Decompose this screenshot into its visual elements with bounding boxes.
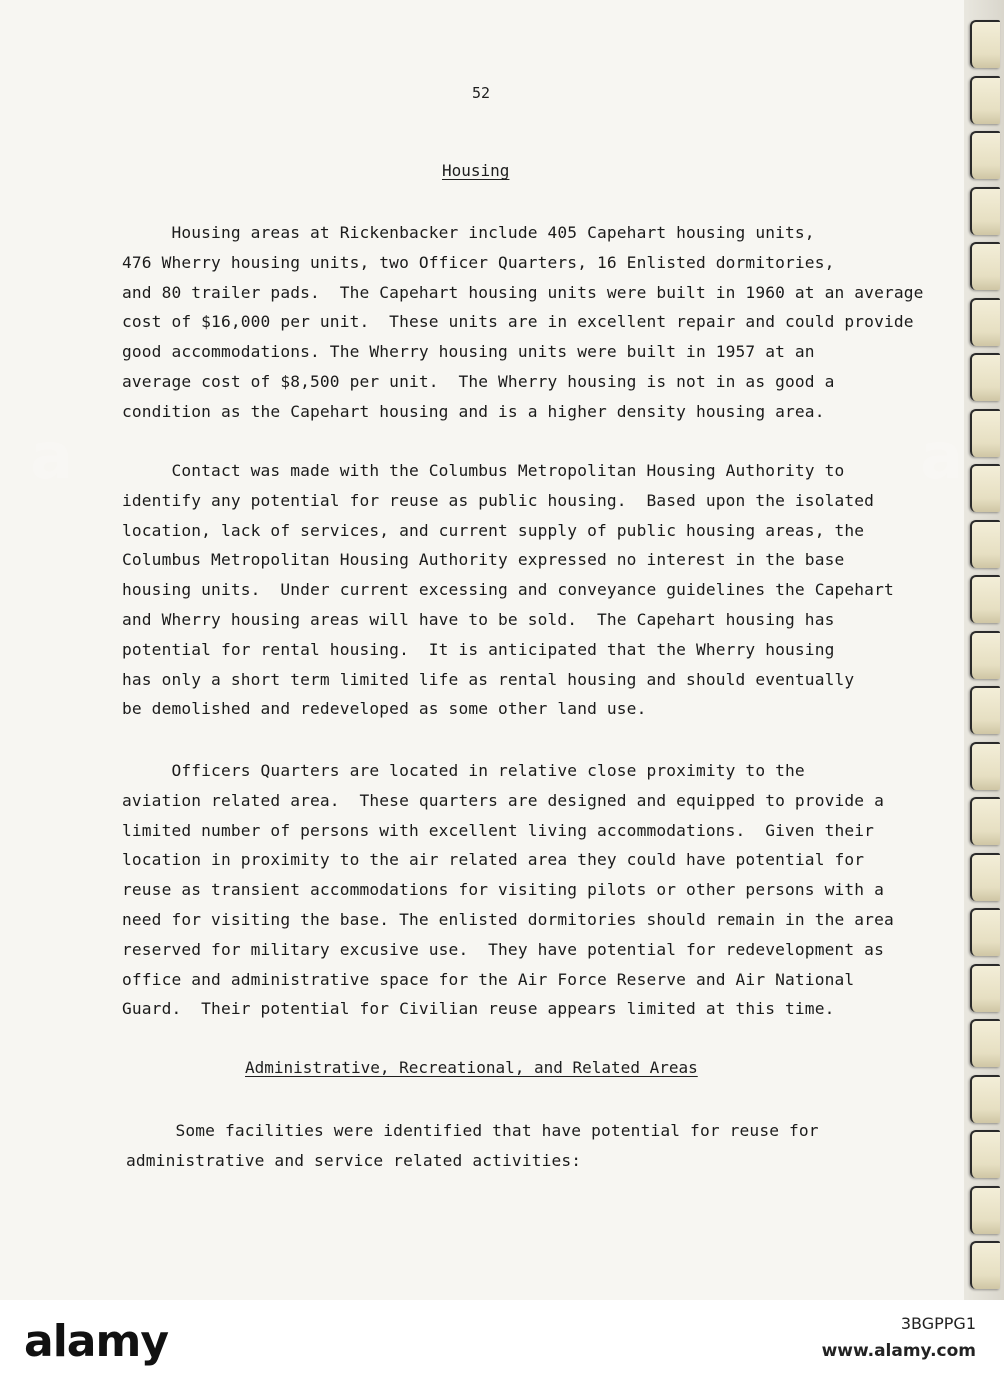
text-line: condition as the Capehart housing and is a higher density housing area. <box>122 401 825 421</box>
text-line: reuse as transient accommodations for visiting pilots or other persons with a <box>122 880 884 900</box>
text-line: location in proximity to the air related area they could have potential for <box>122 850 865 870</box>
binding-ring <box>970 1075 1000 1123</box>
text-line: administrative and service related activities: <box>126 1150 582 1170</box>
watermark: a <box>30 420 74 494</box>
binding-ring <box>970 1186 1000 1234</box>
binding-ring <box>970 76 1000 124</box>
text-line: Housing areas at Rickenbacker include 405 Capehart housing units, <box>122 223 815 242</box>
binding-ring <box>970 131 1000 179</box>
text-line: potential for rental housing. It is anticipated that the Wherry housing <box>122 639 835 659</box>
binding-ring <box>970 298 1000 346</box>
text-line: and Wherry housing areas will have to be sold. The Capehart housing has <box>122 609 835 629</box>
binding-ring <box>970 409 1000 457</box>
text-line: identify any potential for reuse as public housing. Based upon the isolated <box>122 490 875 510</box>
section-heading-administrative: Administrative, Recreational, and Related Areas <box>245 1058 698 1077</box>
text-line: Guard. Their potential for Civilian reuse appears limited at this time. <box>122 999 835 1019</box>
binding-ring <box>970 964 1000 1012</box>
text-line: Officers Quarters are located in relative close proximity to the <box>122 761 805 780</box>
binding-ring <box>970 464 1000 512</box>
binding-ring <box>970 742 1000 790</box>
binding-ring <box>970 242 1000 290</box>
text-line: Columbus Metropolitan Housing Authority expressed no interest in the base <box>122 550 845 570</box>
text-line: be demolished and redeveloped as some other land use. <box>122 699 647 719</box>
binding-ring <box>970 353 1000 401</box>
binding-ring <box>970 908 1000 956</box>
page-number: 52 <box>472 84 491 102</box>
paragraph-contact <box>122 456 894 724</box>
text-line: housing units. Under current excessing and conveyance guidelines the Capehart <box>122 580 894 600</box>
binding-ring <box>970 631 1000 679</box>
section-heading-housing: Housing <box>442 161 510 180</box>
paragraph-facilities <box>126 1116 819 1176</box>
footer-info <box>822 1314 976 1361</box>
text-line: location, lack of services, and current supply of public housing areas, the <box>122 520 865 540</box>
binding-ring <box>970 1241 1000 1289</box>
binding-ring <box>970 1130 1000 1178</box>
binding-ring <box>970 187 1000 235</box>
spiral-binding <box>964 0 1004 1300</box>
binding-ring <box>970 853 1000 901</box>
text-line: 476 Wherry housing units, two Officer Quarters, 16 Enlisted dormitories, <box>122 252 835 272</box>
binding-ring <box>970 797 1000 845</box>
binding-ring <box>970 520 1000 568</box>
binding-ring <box>970 20 1000 68</box>
text-line: average cost of $8,500 per unit. The Wherry housing is not in as good a <box>122 371 835 391</box>
text-line: has only a short term limited life as rental housing and should eventually <box>122 669 855 689</box>
watermark: a <box>920 420 964 494</box>
stock-footer <box>0 1300 1004 1390</box>
text-line: reserved for military excusive use. They have potential for redevelopment as <box>122 939 884 959</box>
site-url: www.alamy.com <box>821 1341 976 1361</box>
text-line: aviation related area. These quarters are designed and equipped to provide a <box>122 790 884 810</box>
text-line: cost of $16,000 per unit. These units are in excellent repair and could provide <box>122 312 914 332</box>
text-line: need for visiting the base. The enlisted dormitories should remain in the area <box>122 909 894 929</box>
binding-ring <box>970 1019 1000 1067</box>
alamy-logo: alamy <box>24 1316 168 1367</box>
binding-ring <box>970 686 1000 734</box>
paragraph-housing-areas <box>122 218 924 427</box>
text-line: office and administrative space for the Air Force Reserve and Air National <box>122 969 855 989</box>
text-line: Some facilities were identified that have potential for reuse for <box>126 1121 819 1140</box>
image-id: 3BGPPG1 <box>900 1314 976 1333</box>
paragraph-officers-quarters <box>122 756 894 1024</box>
text-line: limited number of persons with excellent living accommodations. Given their <box>122 820 875 840</box>
text-line: good accommodations. The Wherry housing units were built in 1957 at an <box>122 342 815 362</box>
binding-ring <box>970 575 1000 623</box>
text-line: and 80 trailer pads. The Capehart housing units were built in 1960 at an average <box>122 282 924 302</box>
text-line: Contact was made with the Columbus Metropolitan Housing Authority to <box>122 461 845 480</box>
